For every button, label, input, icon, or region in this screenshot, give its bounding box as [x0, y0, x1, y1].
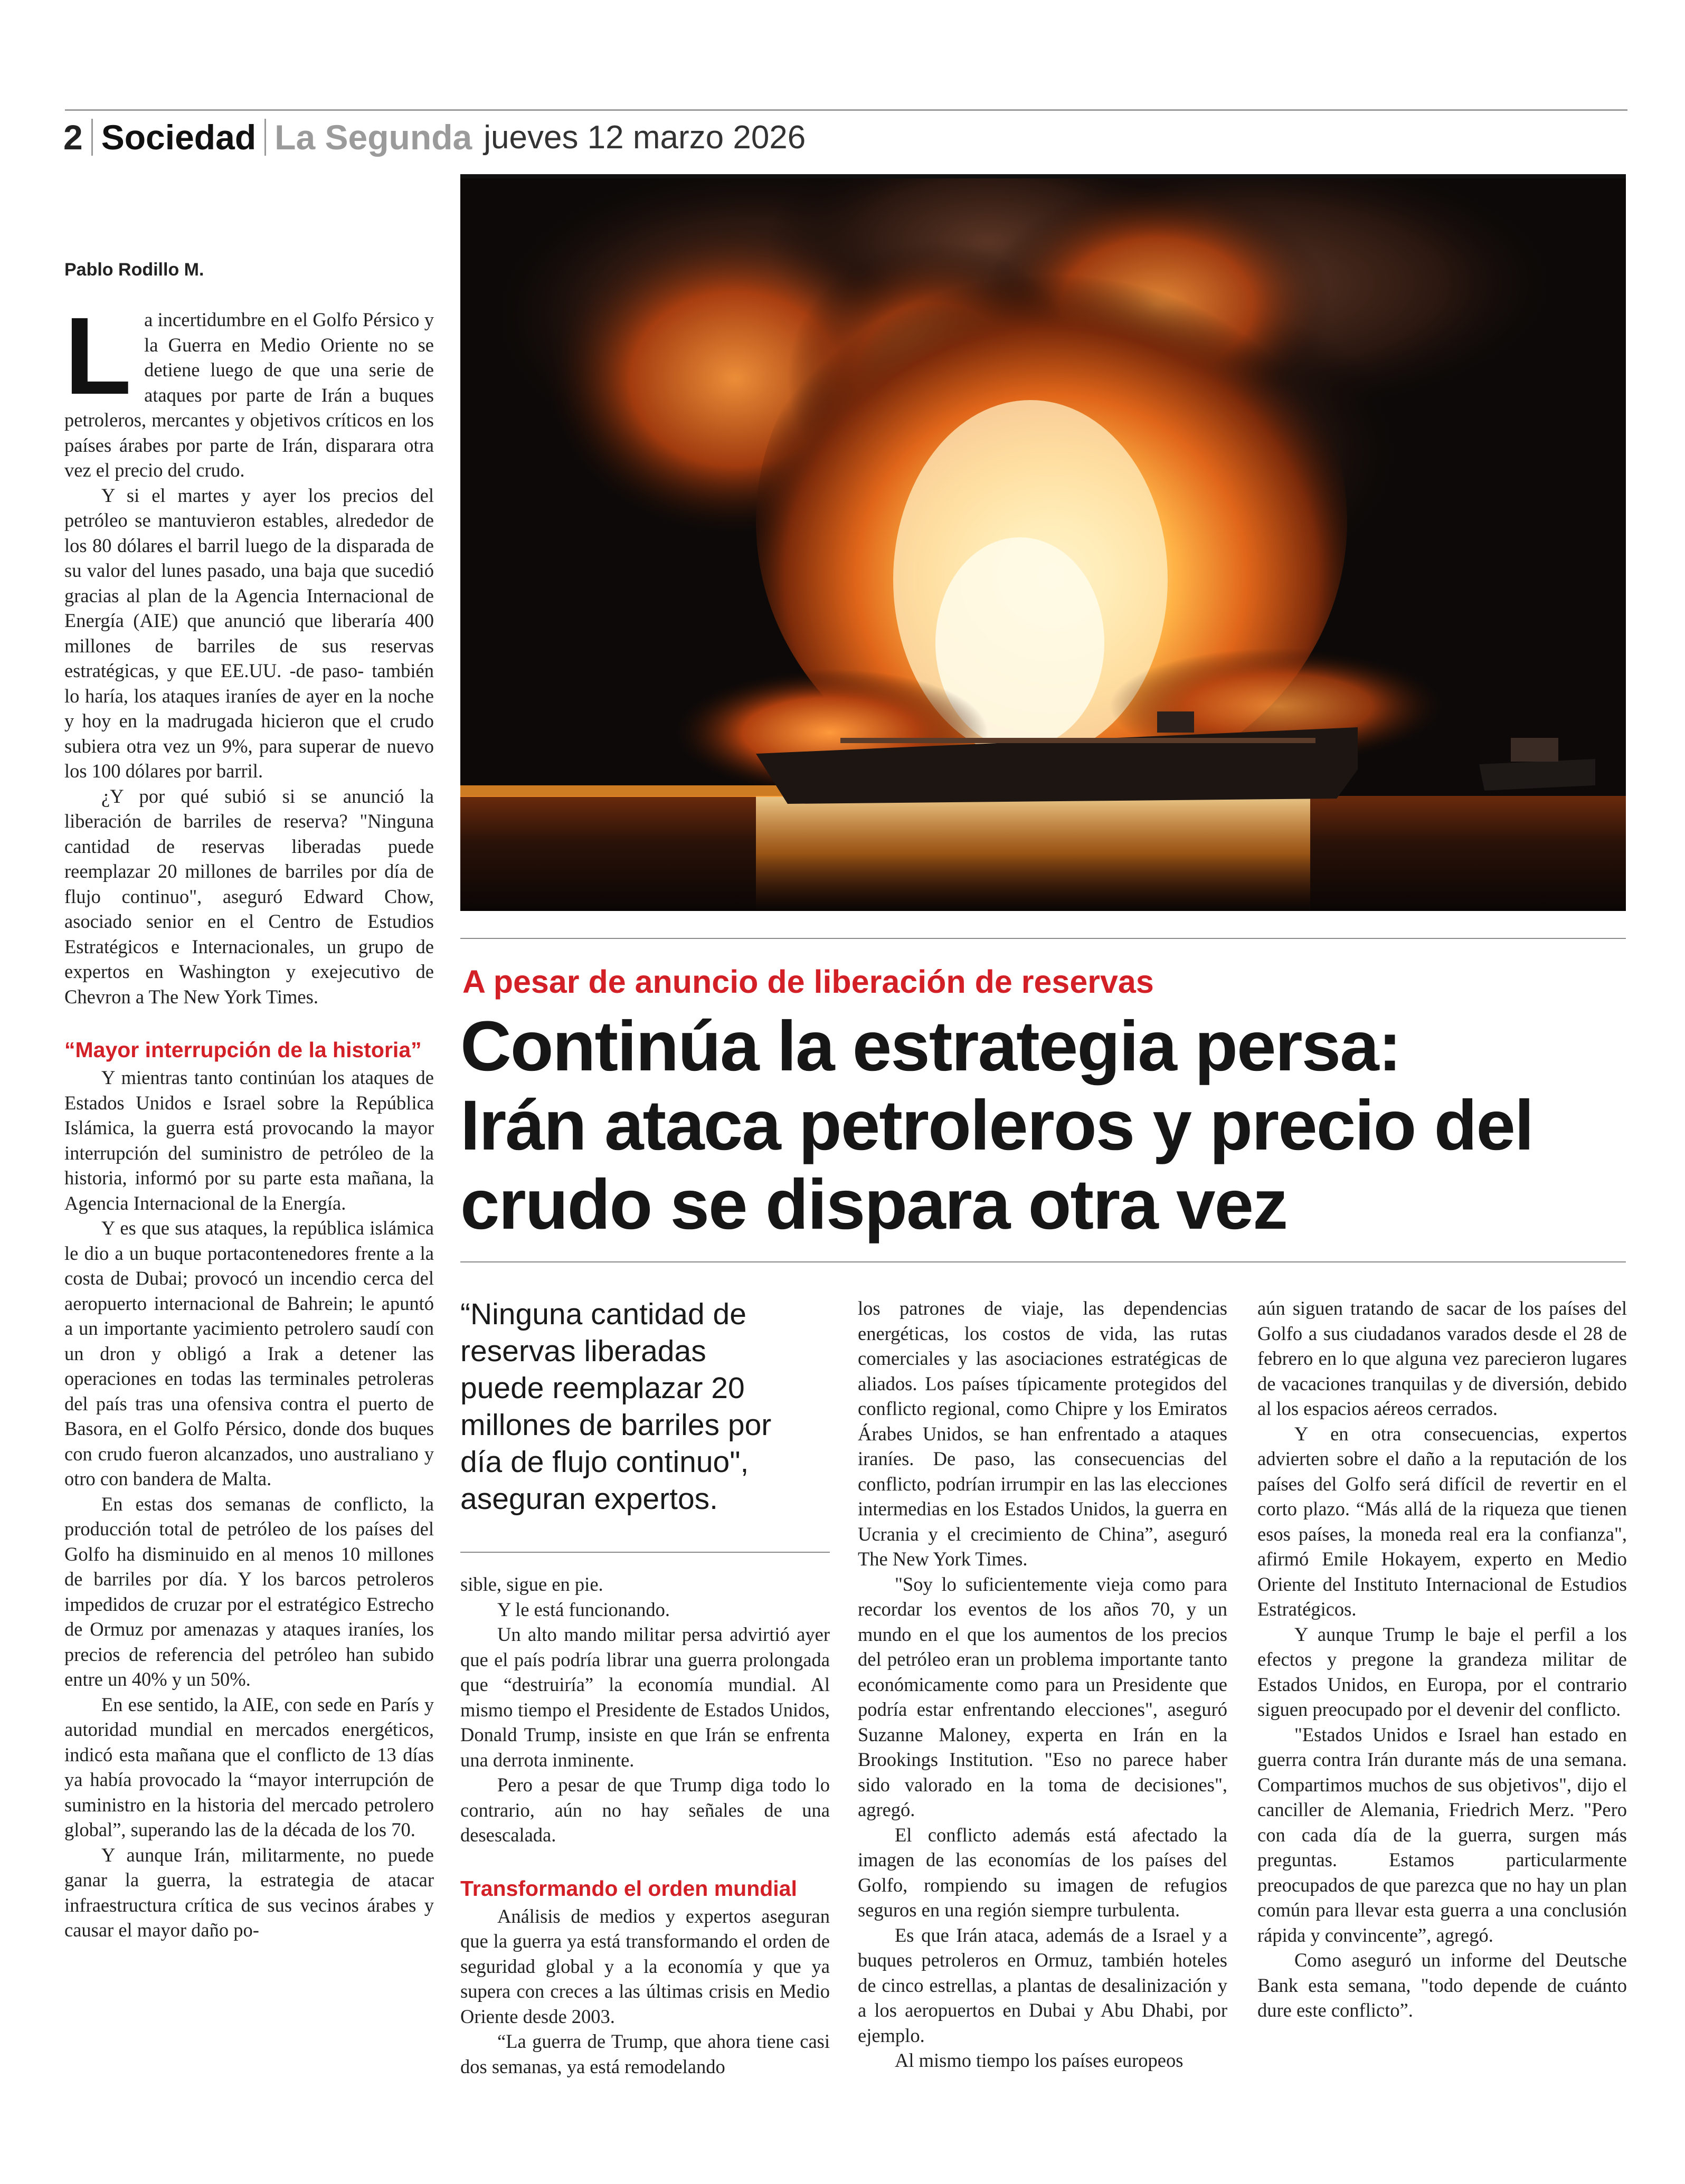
pull-quote-line: puede reemplazar 20 — [460, 1371, 745, 1405]
body-paragraph: “La guerra de Trump, que ahora tiene casi dos semanas, ya está remodelando — [460, 2030, 830, 2077]
pull-quote — [460, 1296, 830, 1517]
body-paragraph: Análisis de medios y expertos aseguran que la guerra ya está transformando el orden de seguridad global y a la economía y que ya supera con creces a las últimas crisis en Medio Oriente desde 2003. — [460, 1905, 830, 2027]
body-paragraph: sible, sigue en pie. — [460, 1573, 603, 1595]
pull-quote-line: día de flujo continuo", — [460, 1445, 749, 1479]
headline-line: Irán ataca petroleros y precio del — [460, 1086, 1533, 1165]
body-paragraph: Como aseguró un informe del Deutsche Bank esta semana, "todo depende de cuánto dure este conflicto”. — [1257, 1949, 1627, 2021]
issue-date: jueves 12 marzo 2026 — [484, 119, 806, 156]
page-number: 2 — [63, 118, 83, 157]
body-paragraph: Y en otra consecuencias, expertos advierten sobre el daño a la reputación de los países del Golfo será difícil de revertir en el corto plazo. “Más allá de la riqueza que tienen esos países, la moneda real era la confianza", afirmó Emile Hokayem, experto en Medio Oriente del Instituto Internacional de Estudios Estratégicos. — [1257, 1422, 1627, 1620]
headline-line: Continúa la estrategia persa: — [460, 1007, 1401, 1086]
body-paragraph: En estas dos semanas de conflicto, la producción total de petróleo de los países del Golfo ha disminuido en al menos 10 millones de barriles por día. Y los barcos petroleros impedidos de cruzar por el estratégico Estrecho de Ormuz por amenazas y ataques iraníes, los precios de referencia del petróleo han subido entre un 40% y un 50%. — [64, 1493, 434, 1690]
body-paragraph: "Estados Unidos e Israel han estado en guerra contra Irán durante más de una semana. Compartimos muchos de sus objetivos", dijo el canciller de Alemania, Friedrich Merz. "Pero con cada día de la guerra, surgen más preguntas. Estamos particularmente preocupados de que parezca que no hay un plan común para llevar esta guerra a una conclusión rápida y convincente”, agregó. — [1257, 1723, 1627, 1946]
body-paragraph: Pero a pesar de que Trump diga todo lo contrario, aún no hay señales de una desescalada. — [460, 1774, 830, 1846]
headline-bottom-rule — [460, 1261, 1626, 1262]
burning-tanker-photo — [460, 174, 1626, 911]
headline-line: crudo se dispara otra vez — [460, 1165, 1288, 1244]
lead-paragraph: La incertidumbre en el Golfo Pérsico y la Guerra en Medio Oriente no se detiene luego de que una serie de ataques por parte de Irán a buques petroleros, mercantes y objetivos críticos en los países árabes por parte de Irán, disparara otra vez el precio del crudo. — [64, 295, 434, 481]
header-divider — [91, 119, 93, 156]
pull-quote-line: millones de barriles por — [460, 1408, 772, 1442]
body-paragraph: Y aunque Irán, militarmente, no puede ganar la guerra, la estrategia de atacar infraestructura crítica de sus vecinos árabes y causar el mayor daño po- — [64, 1844, 434, 1941]
headline-top-rule — [460, 938, 1626, 939]
body-paragraph: Y si el martes y ayer los precios del petróleo se mantuvieron estables, alrededor de los 80 dólares el barril luego de la disparada de su valor del lunes pasado, una baja que sucedió gracias al plan de la Agencia Internacional de Energía (AIE) que anunció que liberaría 400 millones de barriles de sus reservas estratégicas, y que EE.UU. -de paso- también lo haría, los ataques iraníes de ayer en la noche y hoy en la madrugada hicieron que el crudo subiera otra vez un 9%, para superar de nuevo los 100 dólares por barril. — [64, 484, 434, 782]
header-divider — [264, 119, 266, 156]
drop-cap: L — [64, 295, 132, 417]
pull-quote-line: “Ninguna cantidad de — [460, 1297, 746, 1331]
body-paragraph: El conflicto además está afectado la imagen de las economías de los países del Golfo, rompiendo su imagen de refugios seguros en una región siempre turbulenta. — [858, 1824, 1227, 1921]
pull-quote-line: reservas liberadas — [460, 1334, 706, 1368]
section-name: Sociedad — [101, 118, 257, 157]
article-column-3 — [858, 1296, 1227, 2073]
kicker: A pesar de anuncio de liberación de reservas — [462, 964, 1154, 1000]
publication-name: La Segunda — [274, 118, 472, 157]
body-paragraph: Y aunque Trump le baje el perfil a los efectos y pregone la grandeza militar de Estados Unidos, en Europa, por el contrario siguen preocupado por el devenir del conflicto. — [1257, 1623, 1627, 1720]
body-paragraph: "Soy lo suficientemente vieja como para recordar los eventos de los años 70, y un mundo en el que los aumentos de los precios del petróleo eran un problema importante tanto económicamente como para un Presidente que podría estar enfrentando elecciones", aseguró Suzanne Maloney, experta en Irán en la Brookings Institution. "Eso no parece haber sido valorado en la toma de decisiones", agregó. — [858, 1573, 1227, 1820]
headline — [460, 1007, 1622, 1245]
pull-quote-rule — [460, 1552, 830, 1553]
body-paragraph: En ese sentido, la AIE, con sede en París y autoridad mundial en mercados energéticos, indicó esta mañana que el conflicto de 13 días ya había provocado la “mayor interrupción de suministro en la historia del mercado petrolero global”, superando las de la década de los 70. — [64, 1693, 434, 1840]
body-paragraph: Y es que sus ataques, la república islámica le dio a un buque portacontenedores frente a la costa de Dubai; provocó un incendio cerca del aeropuerto internacional de Bahrein; le apuntó a un importante yacimiento petrolero saudí con un dron y obligó a Irak a detener las operaciones en todas las terminales petroleras del país tras una ofensiva contra el puerto de Basora, en el Golfo Pérsico, donde dos buques con crudo fueron alcanzados, uno australiano y otro con bandera de Malta. — [64, 1217, 434, 1489]
subheading-mayor-interrupcion: “Mayor interrupción de la historia” — [64, 1038, 422, 1062]
body-paragraph: ¿Y por qué subió si se anunció la liberación de barriles de reserva? "Ninguna cantidad de reservas liberadas puede reemplazar 20 millones de barriles por día de flujo continuo", aseguró Edward Chow, asociado senior en el Centro de Estudios Estratégicos e Internacionales, un grupo de expertos en Washington y exejecutivo de Chevron a The New York Times. — [64, 785, 434, 1008]
body-paragraph: Al mismo tiempo los países europeos — [895, 2049, 1184, 2071]
article-column-4 — [1257, 1296, 1627, 2023]
top-rule — [65, 109, 1627, 111]
body-paragraph: Es que Irán ataca, además de a Israel y a buques petroleros en Ormuz, también hoteles de cinco estrellas, a plantas de desalinización y a los aeropuertos en Dubai y Abu Dhabi, por ejemplo. — [858, 1924, 1227, 2046]
body-paragraph: Y mientras tanto continúan los ataques de Estados Unidos e Israel sobre la República Islámica, la guerra está provocando la mayor interrupción del suministro de petróleo de la historia, informó por su parte esta mañana, la Agencia Internacional de la Energía. — [64, 1067, 434, 1214]
burning-tanker-image — [460, 178, 1626, 911]
body-paragraph: aún siguen tratando de sacar de los países del Golfo a sus ciudadanos varados desde el 28 de febrero en lo que alguna vez parecieron lugares de vacaciones tranquilas y de diversión, debido al los espacios aéreos cerrados. — [1257, 1297, 1627, 1419]
body-paragraph: Un alto mando militar persa advirtió ayer que el país podría librar una guerra prolongada que “destruiría” la economía mundial. Al mismo tiempo el Presidente de Estados Unidos, Donald Trump, insiste en que Irán se enfrenta una derrota inminente. — [460, 1623, 830, 1771]
pull-quote-line: aseguran expertos. — [460, 1482, 718, 1516]
body-paragraph: los patrones de viaje, las dependencias energéticas, los costos de vida, las rutas comerciales y las asociaciones estratégicas de aliados. Los países típicamente protegidos del conflicto regional, como Chipre y los Emiratos Árabes Unidos, se han enfrentado a ataques iraníes. De paso, las consecuencias del conflicto, podrían irrumpir en las las elecciones intermedias en los Estados Unidos, la guerra en Ucrania y el crecimiento de China”, aseguró The New York Times. — [858, 1297, 1227, 1570]
article-column-2 — [460, 1572, 830, 2079]
page-header — [63, 116, 806, 158]
article-column-1 — [64, 295, 434, 1943]
subheading-transformando: Transformando el orden mundial — [460, 1876, 797, 1901]
byline: Pablo Rodillo M. — [64, 260, 204, 280]
body-paragraph: Y le está funcionando. — [497, 1598, 670, 1620]
